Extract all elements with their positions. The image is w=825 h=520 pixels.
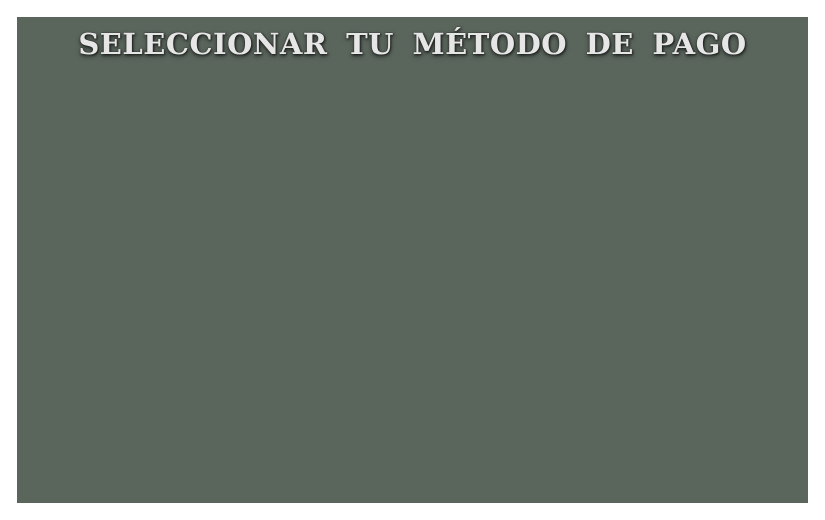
panel-title: SELECCIONAR TU MÉTODO DE PAGO [78,27,747,61]
payment-options-area [17,79,808,503]
payment-method-panel [17,17,808,503]
